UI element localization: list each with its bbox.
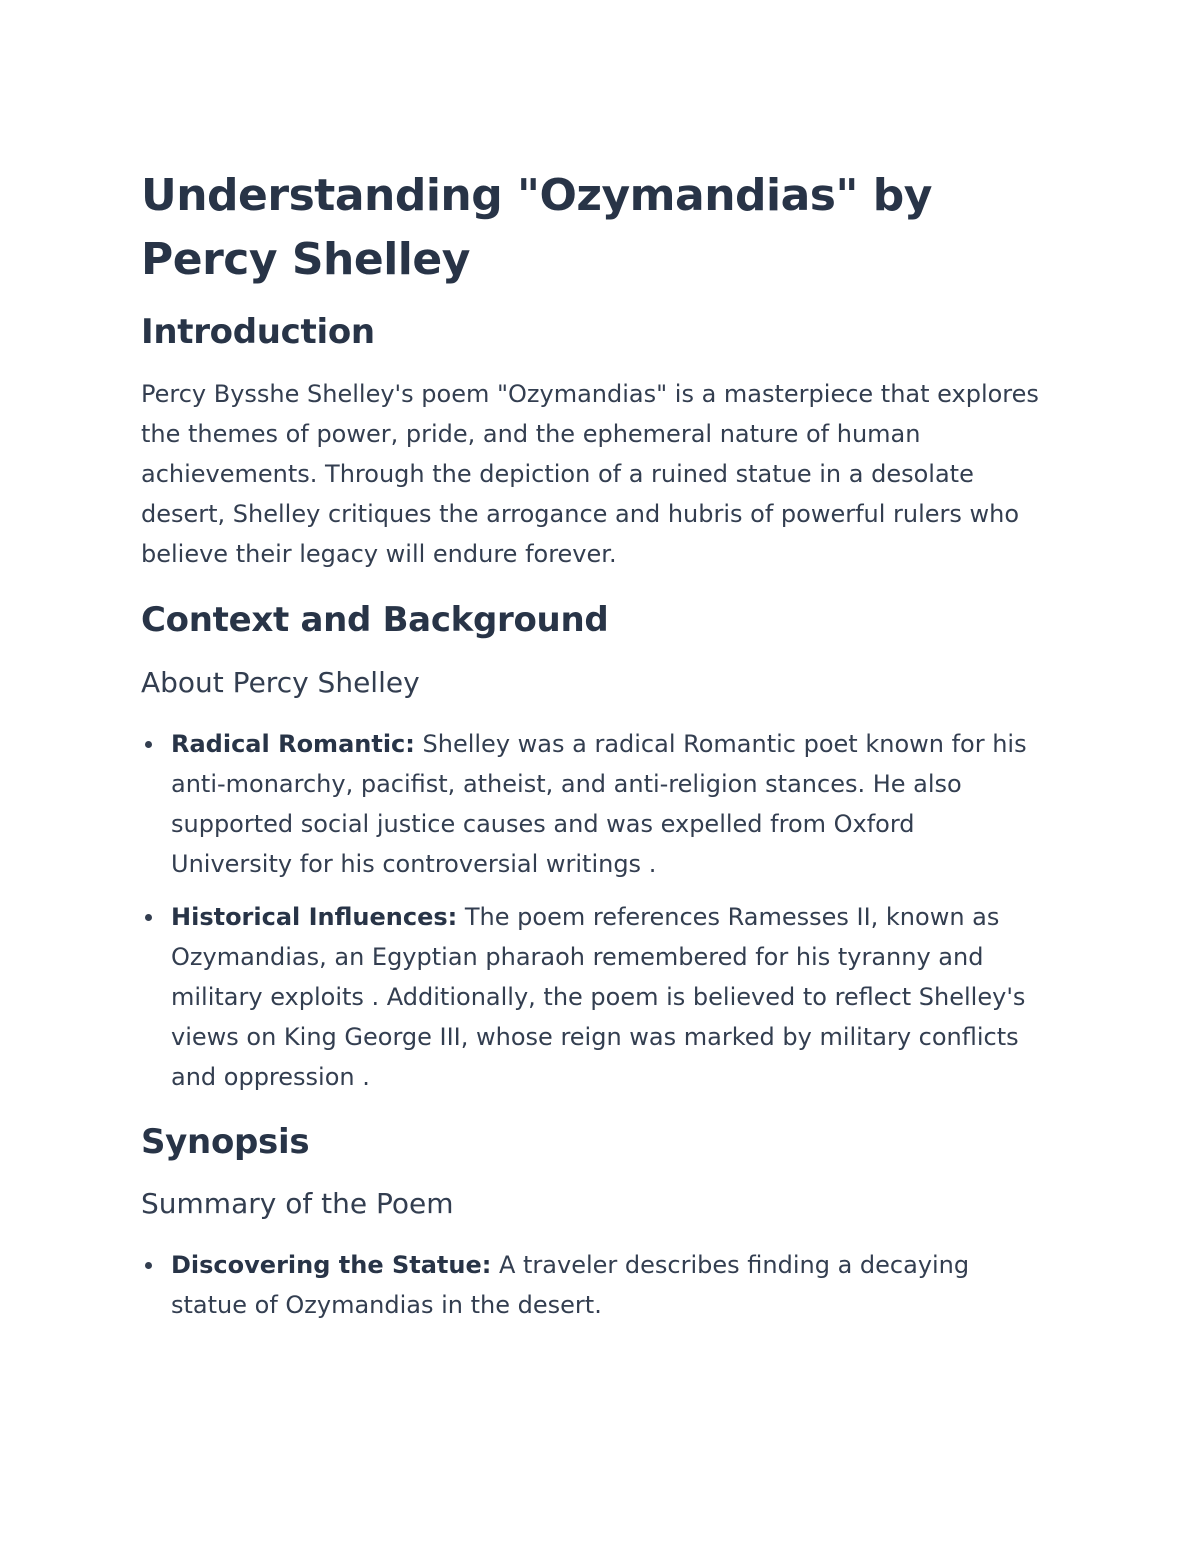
about-shelley-subheading: About Percy Shelley	[141, 666, 420, 699]
list-item	[141, 1245, 1041, 1325]
list-item	[141, 897, 1031, 1097]
context-heading: Context and Background	[141, 600, 609, 640]
list-item-text: A traveler describes finding a decaying statue of Ozymandias in the desert.	[171, 1251, 970, 1319]
summary-subheading: Summary of the Poem	[141, 1187, 454, 1220]
document-title: Understanding "Ozymandias" by Percy Shelley	[141, 170, 932, 285]
list-item	[141, 724, 1031, 884]
introduction-paragraph: Percy Bysshe Shelley's poem "Ozymandias" is a masterpiece that explores the themes of power, pride, and the ephemeral nature of human achievements. Through the depiction of a ruined statue in a desolate desert, Shelley critiques the arrogance and hubris of powerful rulers who believe their legacy will endure forever.	[141, 380, 1039, 568]
list-item-term: Radical Romantic:	[171, 730, 415, 758]
synopsis-list	[141, 1245, 1041, 1325]
list-item-term: Discovering the Statue:	[171, 1251, 492, 1279]
bullet-icon	[145, 914, 152, 921]
context-list	[141, 724, 1031, 1097]
list-item-term: Historical Influences:	[171, 903, 458, 931]
list-item-text: The poem references Ramesses II, known as Ozymandias, an Egyptian pharaoh remembered for his tyranny and military exploits . Additionally, the poem is believed to reflect Shelley's views on King George III, whose reign was marked by military conflicts and oppression .	[171, 903, 1026, 1091]
list-item-text: Shelley was a radical Romantic poet known for his anti-monarchy, pacifist, atheist, and anti-religion stances. He also supported social justice causes and was expelled from Oxford University for his controversial writings .	[171, 730, 1027, 878]
bullet-icon	[145, 1262, 152, 1269]
introduction-heading: Introduction	[141, 312, 375, 352]
bullet-icon	[145, 741, 152, 748]
synopsis-heading: Synopsis	[141, 1122, 310, 1162]
